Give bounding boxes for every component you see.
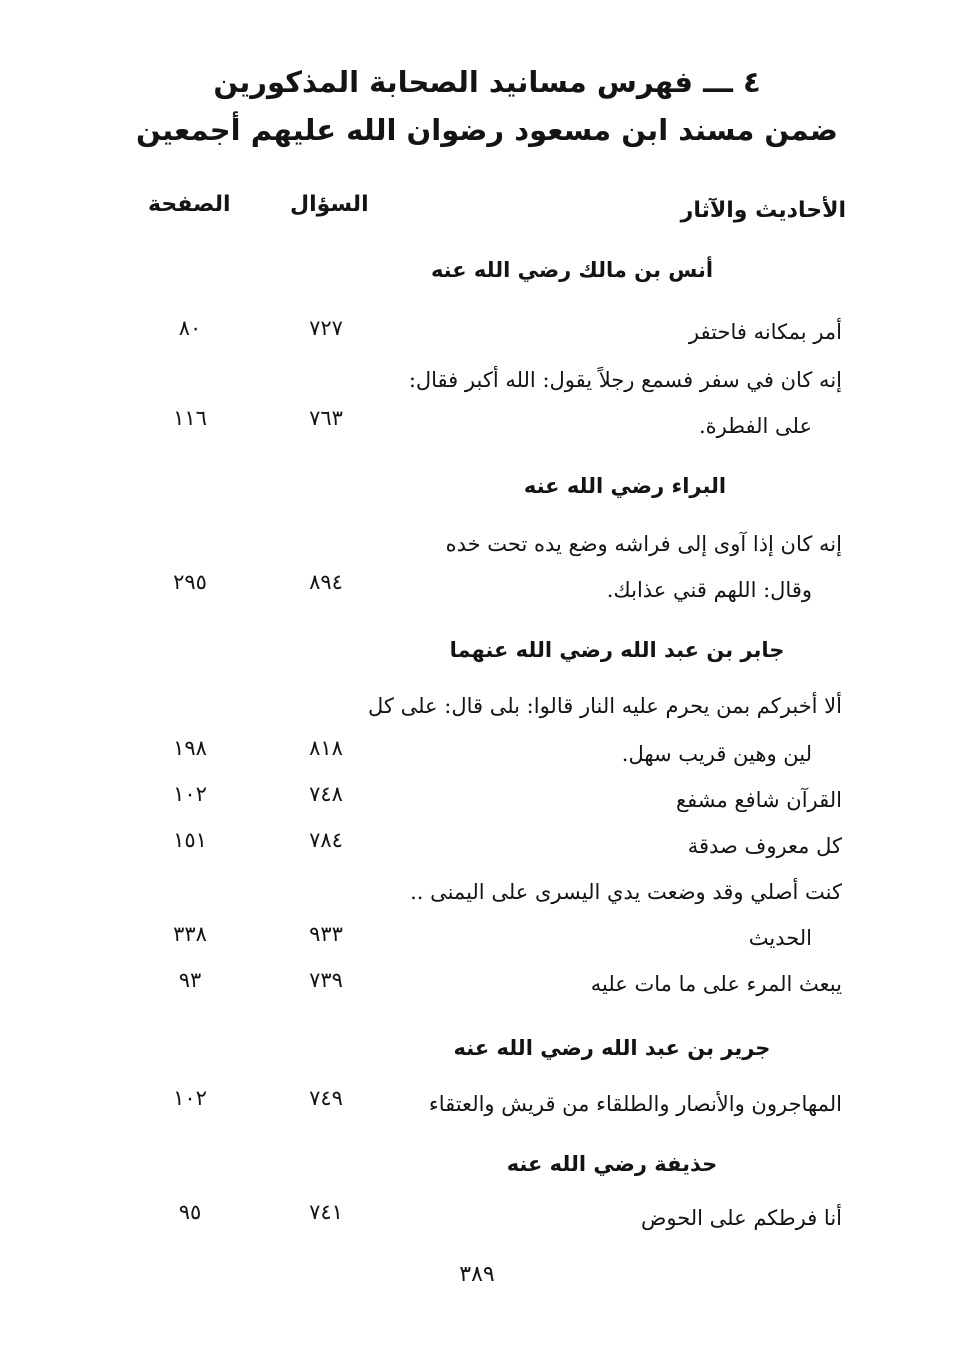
- question-number: ٧٤٨: [309, 782, 343, 806]
- question-number: ٨٩٤: [309, 570, 343, 594]
- entry-line: إنه كان إذا آوى إلى فراشه وضع يده تحت خده: [445, 532, 842, 556]
- entry-line: وقال: اللهم قني عذابك.: [606, 578, 812, 602]
- index-subtitle: ضمن مسند ابن مسعود رضوان الله عليهم أجمعين: [136, 113, 838, 147]
- page-number: ١٠٢: [173, 782, 207, 806]
- section-heading: جرير بن عبد الله رضي الله عنه: [453, 1036, 771, 1060]
- entry-line: أمر بمكانه فاحتفر: [688, 320, 842, 344]
- question-number: ٧٤٩: [309, 1086, 343, 1110]
- question-number: ٧٨٤: [309, 828, 343, 852]
- entry-line: الحديث: [748, 926, 812, 950]
- question-number: ٨١٨: [309, 736, 343, 760]
- entry-line: على الفطرة.: [698, 414, 812, 438]
- section-heading: أنس بن مالك رضي الله عنه: [430, 258, 714, 282]
- question-number: ٧٣٩: [309, 968, 343, 992]
- question-number: ٧٢٧: [309, 316, 343, 340]
- page-number: ٩٣: [178, 968, 202, 992]
- section-heading: حذيفة رضي الله عنه: [506, 1152, 718, 1176]
- page-number: ١٠٢: [173, 1086, 207, 1110]
- column-header-text: الأحاديث والآثار: [680, 198, 846, 223]
- index-title: ٤ ـــ فهرس مسانيد الصحابة المذكورين: [213, 65, 761, 99]
- column-header-question: السؤال: [290, 192, 369, 217]
- page-folio-number: ٣٨٩: [459, 1262, 495, 1287]
- entry-line: المهاجرون والأنصار والطلقاء من قريش والعتقاء: [428, 1092, 842, 1116]
- entry-line: كل معروف صدقة: [687, 834, 842, 858]
- page-number: ٣٣٨: [173, 922, 207, 946]
- section-heading: جابر بن عبد الله رضي الله عنهما: [449, 638, 785, 662]
- entry-line: القرآن شافع مشفع: [675, 788, 842, 812]
- question-number: ٩٣٣: [309, 922, 343, 946]
- entry-line: إنه كان في سفر فسمع رجلاً يقول: الله أكبر فقال:: [408, 368, 842, 392]
- page-number: ٢٩٥: [173, 570, 207, 594]
- page-number: ٨٠: [178, 316, 202, 340]
- question-number: ٧٤١: [309, 1200, 343, 1224]
- entry-line: ألا أخبركم بمن يحرم عليه النار قالوا: بلى قال: على كل: [368, 694, 842, 718]
- column-header-page: الصفحة: [148, 192, 231, 217]
- page-number: ١٩٨: [173, 736, 207, 760]
- section-heading: البراء رضي الله عنه: [523, 474, 727, 498]
- question-number: ٧٦٣: [309, 406, 343, 430]
- page-number: ١٥١: [173, 828, 207, 852]
- entry-line: أنا فرطكم على الحوض: [640, 1206, 842, 1230]
- entry-line: كنت أصلي وقد وضعت يدي اليسرى على اليمنى ..: [410, 880, 842, 904]
- page-number: ٩٥: [178, 1200, 202, 1224]
- page-number: ١١٦: [173, 406, 207, 430]
- entry-line: يبعث المرء على ما مات عليه: [590, 972, 842, 996]
- entry-line: لين وهين قريب سهل.: [621, 742, 812, 766]
